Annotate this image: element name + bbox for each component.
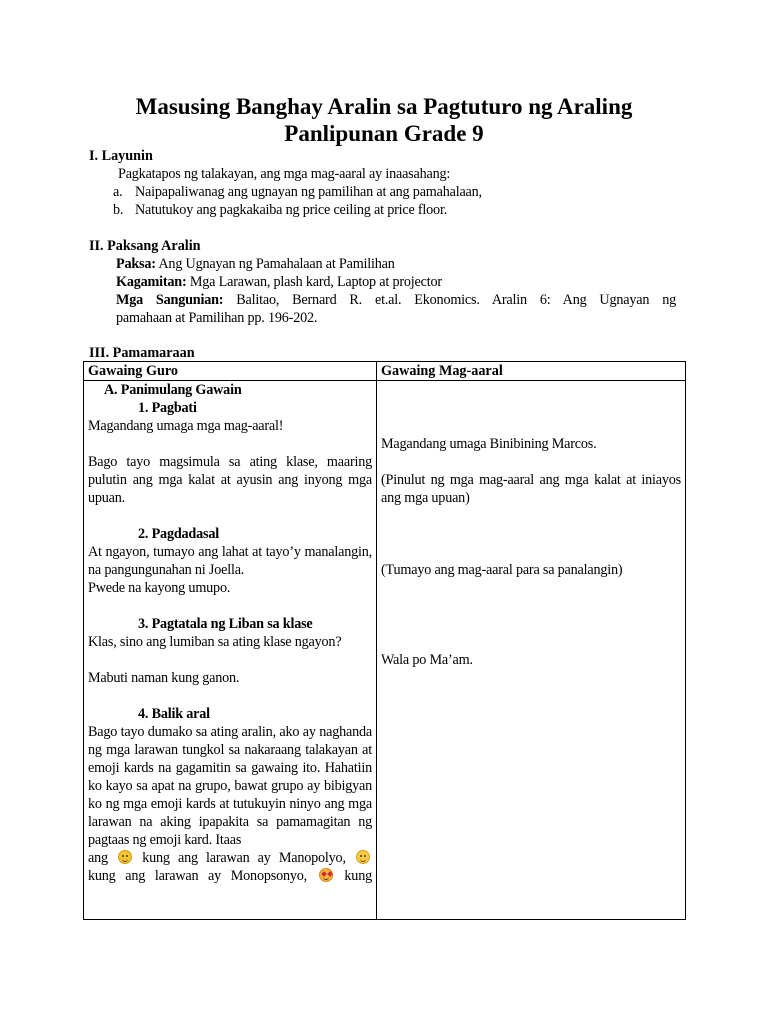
layunin-heading: I. Layunin <box>89 148 153 164</box>
step-3-title: 3. Pagtatala ng Liban sa klase <box>138 616 313 632</box>
objective-item-a-mark: a. <box>113 184 123 200</box>
teacher-column <box>84 381 377 920</box>
smiling-face-with-hearts-icon <box>319 868 333 882</box>
sangunian-line-1 <box>116 291 676 309</box>
step-4-text-2a: ang <box>88 850 108 866</box>
objective-item-a <box>113 183 482 201</box>
paksa-value: Ang Ugnayan ng Pamahalaan at Pamilihan <box>158 256 395 272</box>
step-4-text-3b: kung <box>344 868 372 884</box>
objective-item-a-text: Naipapaliwanag ang ugnayan ng pamilihan at ang pamahalaan, <box>135 184 482 200</box>
objective-item-b-mark: b. <box>113 202 124 218</box>
step-3-text-2: Mabuti naman kung ganon. <box>88 670 240 686</box>
layunin-intro: Pagkatapos ng talakayan, ang mga mag-aaral ay inaasahang: <box>118 166 451 182</box>
student-response-1: Magandang umaga Binibining Marcos. <box>381 436 597 452</box>
paksa-label: Paksa: <box>116 256 156 272</box>
step-4-title: 4. Balik aral <box>138 706 210 722</box>
paksa-line <box>116 255 395 273</box>
step-4-text-2b: kung ang larawan ay Manopolyo, <box>142 850 346 866</box>
table-header-row <box>84 362 686 381</box>
step-2-text-1: At ngayon, tumayo ang lahat at tayo’y manalangin, na pangungunahan ni Joella. <box>88 544 372 578</box>
student-column <box>377 381 686 920</box>
sangunian-label: Mga Sangunian: <box>116 292 224 308</box>
grinning-face-icon <box>118 850 132 864</box>
step-2-title: 2. Pagdadasal <box>138 526 219 542</box>
kagamitan-value: Mga Larawan, plash kard, Laptop at projector <box>189 274 442 290</box>
objective-item-b-text: Natutukoy ang pagkakaiba ng price ceiling at price floor. <box>135 202 448 218</box>
student-response-2: (Pinulut ng mga mag-aaral ang mga kalat at iniayos ang mga upuan) <box>381 472 681 506</box>
kagamitan-line <box>116 273 442 291</box>
table-body-row <box>84 381 686 920</box>
column-header-student: Gawaing Mag-aaral <box>377 362 686 381</box>
title-line-1: Masusing Banghay Aralin sa Pagtuturo ng Araling <box>135 94 633 119</box>
step-1-text-2: Bago tayo magsimula sa ating klase, maaring pulutin ang mga kalat at ayusin ang inyong mga upuan. <box>88 454 372 506</box>
procedure-table <box>83 361 686 920</box>
student-response-4: Wala po Ma’am. <box>381 652 473 668</box>
objective-item-b <box>113 201 447 219</box>
section-a-title: A. Panimulang Gawain <box>104 382 242 398</box>
column-header-teacher: Gawaing Guro <box>84 362 377 381</box>
laughing-face-icon <box>356 850 370 864</box>
sangunian-line-2: pamahaan at Pamilihan pp. 196-202. <box>116 310 318 326</box>
step-4-text-3 <box>88 867 372 885</box>
title-line-2: Panlipunan Grade 9 <box>284 121 484 146</box>
step-1-title: 1. Pagbati <box>138 400 197 416</box>
student-response-3: (Tumayo ang mag-aaral para sa panalangin) <box>381 562 623 578</box>
step-4-text-1: Bago tayo dumako sa ating aralin, ako ay naghanda ng mga larawan tungkol sa nakaraang talakayan at emoji kards na gagamitin sa gawaing ito. Hahatiin ko kayo sa apat na grupo, bawat grupo ay bibigyan ko ng mga emoji kards at tutukuyin ninyo ang mga larawan na aking ipapakita sa pamamagitan ng pagtaas ng emoji kard. Itaas <box>88 724 372 848</box>
document-title <box>60 93 708 147</box>
kagamitan-label: Kagamitan: <box>116 274 187 290</box>
sangunian-value-1: Balitao, Bernard R. et.al. Ekonomics. Aralin 6: Ang Ugnayan ng <box>236 292 676 308</box>
step-4-text-3a: kung ang larawan ay Monopsonyo, <box>88 868 307 884</box>
step-2-text-2: Pwede na kayong umupo. <box>88 580 231 596</box>
paksa-heading: II. Paksang Aralin <box>89 238 201 254</box>
step-1-text-1: Magandang umaga mga mag-aaral! <box>88 418 284 434</box>
pamamaraan-heading: III. Pamamaraan <box>89 345 195 361</box>
step-3-text-1: Klas, sino ang lumiban sa ating klase ngayon? <box>88 634 342 650</box>
step-4-text-2 <box>88 849 372 867</box>
